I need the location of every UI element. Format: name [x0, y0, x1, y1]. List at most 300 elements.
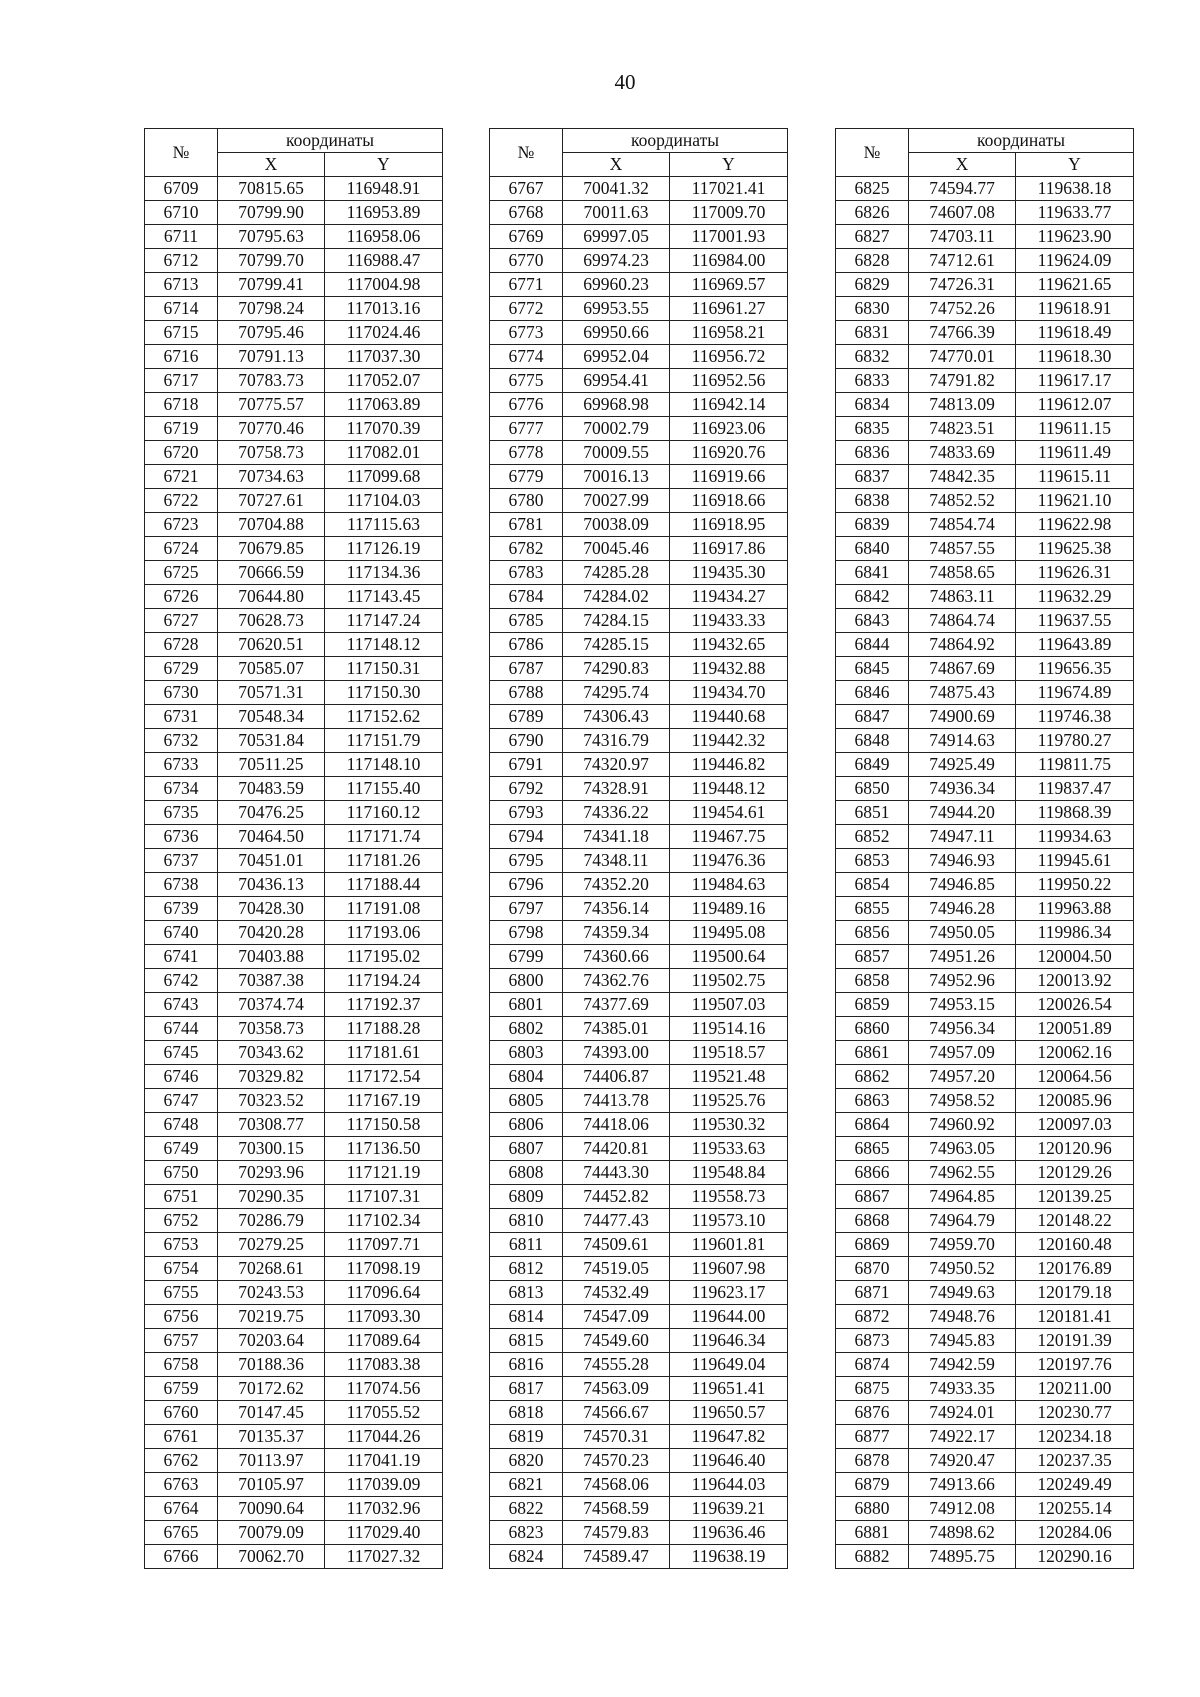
point-number: 6721	[145, 465, 218, 489]
coord-x: 70531.84	[218, 729, 325, 753]
coord-y: 117041.19	[325, 1449, 443, 1473]
table-row	[836, 201, 1134, 225]
coord-x: 74703.11	[909, 225, 1016, 249]
table-row	[836, 681, 1134, 705]
coord-y: 117102.34	[325, 1209, 443, 1233]
coord-x: 70727.61	[218, 489, 325, 513]
coord-y: 119533.63	[670, 1137, 788, 1161]
coord-y: 119643.89	[1016, 633, 1134, 657]
table-row	[836, 177, 1134, 201]
coord-x: 74949.63	[909, 1281, 1016, 1305]
coord-x: 74947.11	[909, 825, 1016, 849]
table-row	[145, 1281, 443, 1305]
table-row	[145, 993, 443, 1017]
table-row	[145, 777, 443, 801]
point-number: 6743	[145, 993, 218, 1017]
coord-y: 120211.00	[1016, 1377, 1134, 1401]
point-number: 6854	[836, 873, 909, 897]
coord-y: 117171.74	[325, 825, 443, 849]
coord-y: 120064.56	[1016, 1065, 1134, 1089]
point-number: 6737	[145, 849, 218, 873]
coord-x: 74946.85	[909, 873, 1016, 897]
point-number: 6848	[836, 729, 909, 753]
coord-y: 119434.70	[670, 681, 788, 705]
point-number: 6867	[836, 1185, 909, 1209]
coord-y: 119435.30	[670, 561, 788, 585]
table-row	[490, 921, 788, 945]
header-x: X	[218, 153, 325, 177]
table-row	[836, 1545, 1134, 1569]
point-number: 6827	[836, 225, 909, 249]
coord-y: 117155.40	[325, 777, 443, 801]
table-row	[836, 1425, 1134, 1449]
coord-x: 74477.43	[563, 1209, 670, 1233]
coord-x: 74946.28	[909, 897, 1016, 921]
point-number: 6862	[836, 1065, 909, 1089]
table-row	[490, 1113, 788, 1137]
coord-y: 119502.75	[670, 969, 788, 993]
point-number: 6756	[145, 1305, 218, 1329]
table-row	[145, 1497, 443, 1521]
table-row	[836, 1521, 1134, 1545]
coord-y: 117104.03	[325, 489, 443, 513]
coord-x: 74752.26	[909, 297, 1016, 321]
coord-x: 70679.85	[218, 537, 325, 561]
table-row	[145, 1065, 443, 1089]
coord-y: 117097.71	[325, 1233, 443, 1257]
coord-y: 120249.49	[1016, 1473, 1134, 1497]
coord-x: 74913.66	[909, 1473, 1016, 1497]
coord-x: 74320.97	[563, 753, 670, 777]
point-number: 6714	[145, 297, 218, 321]
table-row	[145, 921, 443, 945]
point-number: 6751	[145, 1185, 218, 1209]
point-number: 6836	[836, 441, 909, 465]
coord-y: 120191.39	[1016, 1329, 1134, 1353]
coord-x: 70420.28	[218, 921, 325, 945]
coord-x: 70188.36	[218, 1353, 325, 1377]
coord-y: 116956.72	[670, 345, 788, 369]
table-row	[490, 897, 788, 921]
point-number: 6732	[145, 729, 218, 753]
coord-x: 70219.75	[218, 1305, 325, 1329]
table-row	[490, 825, 788, 849]
coord-y: 119521.48	[670, 1065, 788, 1089]
point-number: 6738	[145, 873, 218, 897]
coord-y: 119674.89	[1016, 681, 1134, 705]
table-row	[836, 225, 1134, 249]
point-number: 6758	[145, 1353, 218, 1377]
coord-y: 117188.44	[325, 873, 443, 897]
coord-y: 120120.96	[1016, 1137, 1134, 1161]
point-number: 6761	[145, 1425, 218, 1449]
table-row	[836, 417, 1134, 441]
point-number: 6779	[490, 465, 563, 489]
coord-y: 119638.19	[670, 1545, 788, 1569]
coord-x: 70011.63	[563, 201, 670, 225]
table-row	[145, 1521, 443, 1545]
coord-x: 74726.31	[909, 273, 1016, 297]
table-row	[490, 1473, 788, 1497]
point-number: 6815	[490, 1329, 563, 1353]
coord-x: 74385.01	[563, 1017, 670, 1041]
point-number: 6709	[145, 177, 218, 201]
coord-x: 74712.61	[909, 249, 1016, 273]
coord-x: 70571.31	[218, 681, 325, 705]
point-number: 6771	[490, 273, 563, 297]
table-row	[145, 1329, 443, 1353]
coord-x: 74957.20	[909, 1065, 1016, 1089]
coord-x: 74406.87	[563, 1065, 670, 1089]
coord-y: 119837.47	[1016, 777, 1134, 801]
coord-x: 70300.15	[218, 1137, 325, 1161]
point-number: 6745	[145, 1041, 218, 1065]
table-row	[836, 969, 1134, 993]
point-number: 6791	[490, 753, 563, 777]
table-row	[836, 1353, 1134, 1377]
table-row	[145, 1353, 443, 1377]
table-row	[490, 1329, 788, 1353]
table-row	[836, 705, 1134, 729]
table-row	[145, 1425, 443, 1449]
coord-x: 74953.15	[909, 993, 1016, 1017]
coord-y: 120176.89	[1016, 1257, 1134, 1281]
table-row	[836, 849, 1134, 873]
point-number: 6765	[145, 1521, 218, 1545]
point-number: 6798	[490, 921, 563, 945]
coord-y: 119440.68	[670, 705, 788, 729]
point-number: 6872	[836, 1305, 909, 1329]
table-row	[836, 873, 1134, 897]
table-row	[836, 993, 1134, 1017]
point-number: 6724	[145, 537, 218, 561]
table-row	[145, 1233, 443, 1257]
point-number: 6844	[836, 633, 909, 657]
coord-y: 116961.27	[670, 297, 788, 321]
point-number: 6759	[145, 1377, 218, 1401]
coord-y: 120004.50	[1016, 945, 1134, 969]
coord-x: 74945.83	[909, 1329, 1016, 1353]
coord-y: 117052.07	[325, 369, 443, 393]
coord-y: 119986.34	[1016, 921, 1134, 945]
point-number: 6828	[836, 249, 909, 273]
point-number: 6789	[490, 705, 563, 729]
table-row	[836, 465, 1134, 489]
table-row	[145, 273, 443, 297]
table-row	[490, 1377, 788, 1401]
point-number: 6846	[836, 681, 909, 705]
coord-y: 117115.63	[325, 513, 443, 537]
coord-y: 119647.82	[670, 1425, 788, 1449]
coord-y: 119446.82	[670, 753, 788, 777]
coord-y: 117181.26	[325, 849, 443, 873]
coord-x: 74549.60	[563, 1329, 670, 1353]
coord-x: 74285.28	[563, 561, 670, 585]
coord-x: 70770.46	[218, 417, 325, 441]
table-row	[490, 441, 788, 465]
point-number: 6855	[836, 897, 909, 921]
table-row	[490, 705, 788, 729]
point-number: 6870	[836, 1257, 909, 1281]
coord-x: 74864.92	[909, 633, 1016, 657]
point-number: 6795	[490, 849, 563, 873]
coord-x: 74328.91	[563, 777, 670, 801]
coord-y: 120026.54	[1016, 993, 1134, 1017]
coord-y: 117143.45	[325, 585, 443, 609]
point-number: 6781	[490, 513, 563, 537]
table-row	[490, 777, 788, 801]
coord-y: 117136.50	[325, 1137, 443, 1161]
coordinates-table-3	[835, 128, 1134, 1569]
coord-x: 74568.59	[563, 1497, 670, 1521]
coord-x: 70585.07	[218, 657, 325, 681]
coord-y: 120179.18	[1016, 1281, 1134, 1305]
point-number: 6763	[145, 1473, 218, 1497]
coord-x: 70798.24	[218, 297, 325, 321]
point-number: 6851	[836, 801, 909, 825]
coord-y: 117107.31	[325, 1185, 443, 1209]
point-number: 6864	[836, 1113, 909, 1137]
table-row	[836, 1377, 1134, 1401]
coord-x: 74360.66	[563, 945, 670, 969]
point-number: 6782	[490, 537, 563, 561]
coord-x: 70374.74	[218, 993, 325, 1017]
coord-x: 74284.02	[563, 585, 670, 609]
coord-y: 117074.56	[325, 1377, 443, 1401]
table-row	[145, 657, 443, 681]
coord-y: 117148.10	[325, 753, 443, 777]
coord-y: 116958.06	[325, 225, 443, 249]
point-number: 6843	[836, 609, 909, 633]
coord-x: 74842.35	[909, 465, 1016, 489]
coord-x: 74290.83	[563, 657, 670, 681]
table-row	[490, 225, 788, 249]
table-row	[836, 1137, 1134, 1161]
coord-y: 120129.26	[1016, 1161, 1134, 1185]
point-number: 6767	[490, 177, 563, 201]
table-row	[145, 1401, 443, 1425]
table-row	[836, 1161, 1134, 1185]
coord-x: 70799.70	[218, 249, 325, 273]
table-row	[145, 681, 443, 705]
coord-x: 74594.77	[909, 177, 1016, 201]
coord-x: 74352.20	[563, 873, 670, 897]
coord-y: 117151.79	[325, 729, 443, 753]
point-number: 6802	[490, 1017, 563, 1041]
point-number: 6808	[490, 1161, 563, 1185]
coord-y: 117093.30	[325, 1305, 443, 1329]
coord-x: 74946.93	[909, 849, 1016, 873]
table-row	[490, 1161, 788, 1185]
coord-y: 119448.12	[670, 777, 788, 801]
coord-x: 74413.78	[563, 1089, 670, 1113]
header-y: Y	[325, 153, 443, 177]
table-row	[490, 969, 788, 993]
coord-y: 117188.28	[325, 1017, 443, 1041]
table-row	[490, 1089, 788, 1113]
coord-y: 117082.01	[325, 441, 443, 465]
coord-y: 117096.64	[325, 1281, 443, 1305]
point-number: 6807	[490, 1137, 563, 1161]
coord-y: 117009.70	[670, 201, 788, 225]
point-number: 6778	[490, 441, 563, 465]
coord-x: 70644.80	[218, 585, 325, 609]
coord-y: 117004.98	[325, 273, 443, 297]
table-row	[836, 1449, 1134, 1473]
coord-x: 69954.41	[563, 369, 670, 393]
coord-y: 116917.86	[670, 537, 788, 561]
coord-y: 117029.40	[325, 1521, 443, 1545]
coord-x: 74864.74	[909, 609, 1016, 633]
coord-x: 70079.09	[218, 1521, 325, 1545]
table-row	[490, 1497, 788, 1521]
coord-y: 120181.41	[1016, 1305, 1134, 1329]
table-row	[490, 849, 788, 873]
point-number: 6726	[145, 585, 218, 609]
coord-y: 117121.19	[325, 1161, 443, 1185]
table-row	[145, 1473, 443, 1497]
coord-y: 120051.89	[1016, 1017, 1134, 1041]
coord-x: 69960.23	[563, 273, 670, 297]
table-row	[836, 273, 1134, 297]
coord-x: 74950.52	[909, 1257, 1016, 1281]
point-number: 6810	[490, 1209, 563, 1233]
point-number: 6820	[490, 1449, 563, 1473]
table-row	[836, 729, 1134, 753]
coord-x: 74555.28	[563, 1353, 670, 1377]
coord-x: 74589.47	[563, 1545, 670, 1569]
coord-y: 117192.37	[325, 993, 443, 1017]
coord-y: 117191.08	[325, 897, 443, 921]
coord-y: 119467.75	[670, 825, 788, 849]
point-number: 6858	[836, 969, 909, 993]
coord-y: 119558.73	[670, 1185, 788, 1209]
table-row	[145, 801, 443, 825]
point-number: 6826	[836, 201, 909, 225]
coord-x: 70628.73	[218, 609, 325, 633]
point-number: 6825	[836, 177, 909, 201]
point-number: 6819	[490, 1425, 563, 1449]
coord-x: 74863.11	[909, 585, 1016, 609]
table-row	[836, 1185, 1134, 1209]
coord-x: 70548.34	[218, 705, 325, 729]
coord-x: 70045.46	[563, 537, 670, 561]
point-number: 6742	[145, 969, 218, 993]
coord-y: 120237.35	[1016, 1449, 1134, 1473]
table-row	[145, 177, 443, 201]
point-number: 6829	[836, 273, 909, 297]
coord-y: 119618.49	[1016, 321, 1134, 345]
point-number: 6734	[145, 777, 218, 801]
point-number: 6821	[490, 1473, 563, 1497]
point-number: 6776	[490, 393, 563, 417]
point-number: 6805	[490, 1089, 563, 1113]
coord-x: 74948.76	[909, 1305, 1016, 1329]
header-number: №	[145, 129, 218, 177]
table-row	[490, 201, 788, 225]
table-row	[836, 321, 1134, 345]
table-row	[145, 393, 443, 417]
table-row	[145, 201, 443, 225]
table-row	[490, 1065, 788, 1089]
point-number: 6814	[490, 1305, 563, 1329]
coord-y: 117032.96	[325, 1497, 443, 1521]
coord-y: 119780.27	[1016, 729, 1134, 753]
coord-y: 116920.76	[670, 441, 788, 465]
coord-x: 74854.74	[909, 513, 1016, 537]
coord-y: 119548.84	[670, 1161, 788, 1185]
coord-y: 120062.16	[1016, 1041, 1134, 1065]
coord-y: 117024.46	[325, 321, 443, 345]
coord-y: 119623.17	[670, 1281, 788, 1305]
table-row	[490, 345, 788, 369]
point-number: 6718	[145, 393, 218, 417]
coord-y: 117021.41	[670, 177, 788, 201]
point-number: 6754	[145, 1257, 218, 1281]
table-row	[490, 1305, 788, 1329]
coord-x: 74362.76	[563, 969, 670, 993]
coord-y: 119618.30	[1016, 345, 1134, 369]
coord-y: 120255.14	[1016, 1497, 1134, 1521]
point-number: 6768	[490, 201, 563, 225]
table-row	[836, 393, 1134, 417]
point-number: 6760	[145, 1401, 218, 1425]
point-number: 6863	[836, 1089, 909, 1113]
point-number: 6847	[836, 705, 909, 729]
point-number: 6766	[145, 1545, 218, 1569]
table-row	[145, 441, 443, 465]
point-number: 6792	[490, 777, 563, 801]
coord-x: 74942.59	[909, 1353, 1016, 1377]
table-row	[836, 1305, 1134, 1329]
point-number: 6881	[836, 1521, 909, 1545]
table-row	[145, 1449, 443, 1473]
table-row	[490, 1545, 788, 1569]
point-number: 6793	[490, 801, 563, 825]
coord-y: 119432.65	[670, 633, 788, 657]
coord-x: 70090.64	[218, 1497, 325, 1521]
coord-x: 74547.09	[563, 1305, 670, 1329]
point-number: 6830	[836, 297, 909, 321]
table-row	[145, 1209, 443, 1233]
coord-x: 70783.73	[218, 369, 325, 393]
coord-x: 74563.09	[563, 1377, 670, 1401]
point-number: 6812	[490, 1257, 563, 1281]
coord-x: 74377.69	[563, 993, 670, 1017]
coord-y: 119644.00	[670, 1305, 788, 1329]
point-number: 6832	[836, 345, 909, 369]
coord-x: 74959.70	[909, 1233, 1016, 1257]
coord-y: 119432.88	[670, 657, 788, 681]
coord-x: 70062.70	[218, 1545, 325, 1569]
coord-x: 74341.18	[563, 825, 670, 849]
coord-y: 119489.16	[670, 897, 788, 921]
coord-x: 70293.96	[218, 1161, 325, 1185]
coord-x: 70795.46	[218, 321, 325, 345]
table-row	[836, 945, 1134, 969]
coord-x: 74852.52	[909, 489, 1016, 513]
point-number: 6876	[836, 1401, 909, 1425]
coord-x: 70113.97	[218, 1449, 325, 1473]
coord-x: 74925.49	[909, 753, 1016, 777]
coord-y: 119434.27	[670, 585, 788, 609]
table-row	[490, 417, 788, 441]
point-number: 6728	[145, 633, 218, 657]
coord-y: 120234.18	[1016, 1425, 1134, 1449]
coord-x: 74900.69	[909, 705, 1016, 729]
table-row	[836, 441, 1134, 465]
table-row	[145, 345, 443, 369]
